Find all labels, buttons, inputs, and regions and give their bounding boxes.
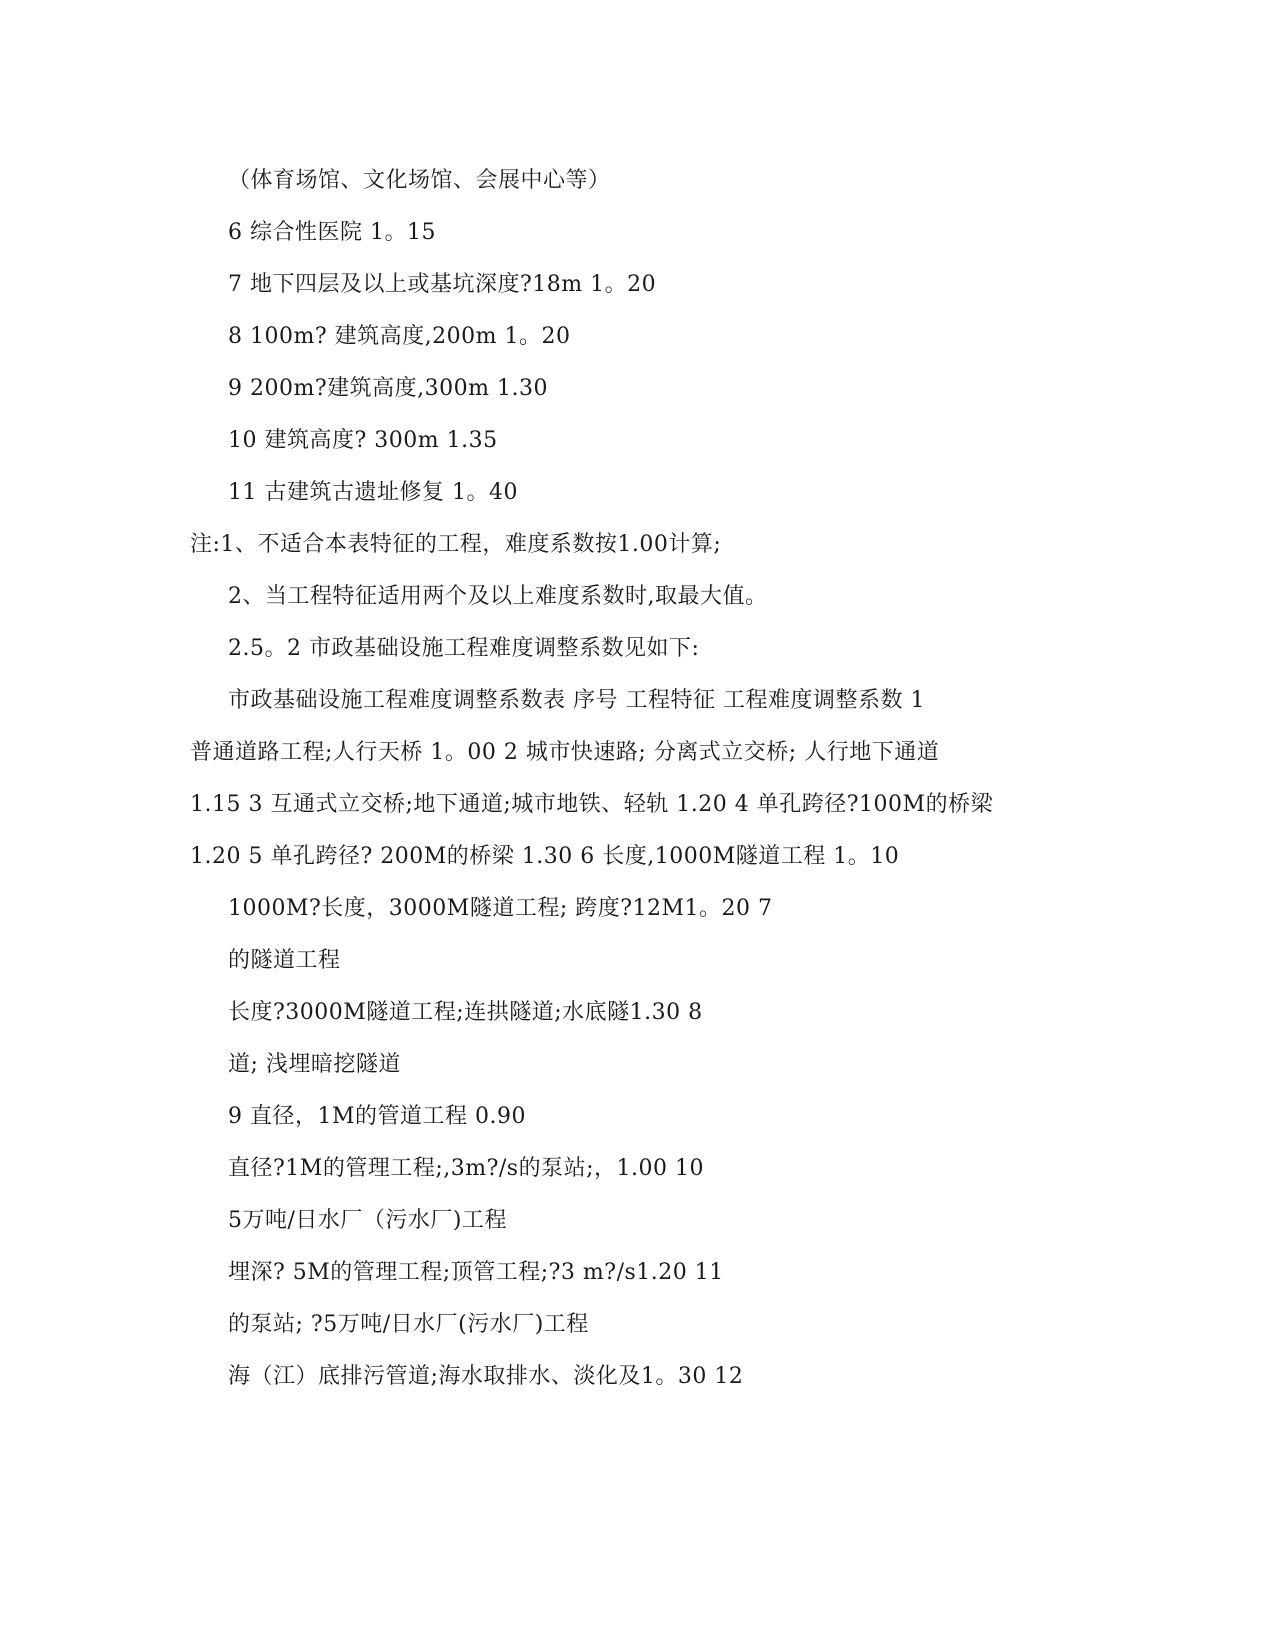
- note-line: 注:1、不适合本表特征的工程，难度系数按1.00计算;: [190, 532, 722, 557]
- text-line: 1.15 3 互通式立交桥;地下通道;城市地铁、轻轨 1.20 4 单孔跨径?100M的桥梁: [190, 792, 994, 817]
- text-line: 9 直径，1M的管道工程 0.90: [228, 1104, 526, 1129]
- text-line: 海（江）底排污管道;海水取排水、淡化及1。30 12: [228, 1364, 744, 1389]
- text-line: 10 建筑高度? 300m 1.35: [228, 428, 498, 453]
- text-line: 6 综合性医院 1。15: [228, 220, 436, 245]
- text-line: 5万吨/日水厂（污水厂)工程: [228, 1208, 507, 1233]
- text-line: 1000M?长度，3000M隧道工程; 跨度?12M1。20 7: [228, 896, 773, 921]
- section-heading: 2.5。2 市政基础设施工程难度调整系数见如下:: [228, 636, 700, 661]
- text-line: 1.20 5 单孔跨径? 200M的桥梁 1.30 6 长度,1000M隧道工程 1。10: [190, 844, 900, 869]
- text-line: 直径?1M的管理工程;,3m?/s的泵站;，1.00 10: [228, 1156, 704, 1181]
- text-line: 的隧道工程: [228, 948, 341, 973]
- note-line: 2、当工程特征适用两个及以上难度系数时,取最大值。: [228, 584, 768, 609]
- text-line: 9 200m?建筑高度,300m 1.30: [228, 376, 548, 401]
- text-line: 道; 浅埋暗挖隧道: [228, 1052, 401, 1077]
- text-line: 长度?3000M隧道工程;连拱隧道;水底隧1.30 8: [228, 1000, 703, 1025]
- text-line: 8 100m? 建筑高度,200m 1。20: [228, 324, 571, 349]
- table-title-line: 市政基础设施工程难度调整系数表 序号 工程特征 工程难度调整系数 1: [228, 688, 925, 713]
- text-line: 11 古建筑古遗址修复 1。40: [228, 480, 518, 505]
- text-line: 7 地下四层及以上或基坑深度?18m 1。20: [228, 272, 657, 297]
- text-line: 埋深? 5M的管理工程;顶管工程;?3 m?/s1.20 11: [228, 1260, 724, 1285]
- text-line: 普通道路工程;人行天桥 1。00 2 城市快速路; 分离式立交桥; 人行地下通道: [190, 740, 940, 765]
- text-line: （体育场馆、文化场馆、会展中心等）: [228, 168, 611, 193]
- text-line: 的泵站; ?5万吨/日水厂(污水厂)工程: [228, 1312, 589, 1337]
